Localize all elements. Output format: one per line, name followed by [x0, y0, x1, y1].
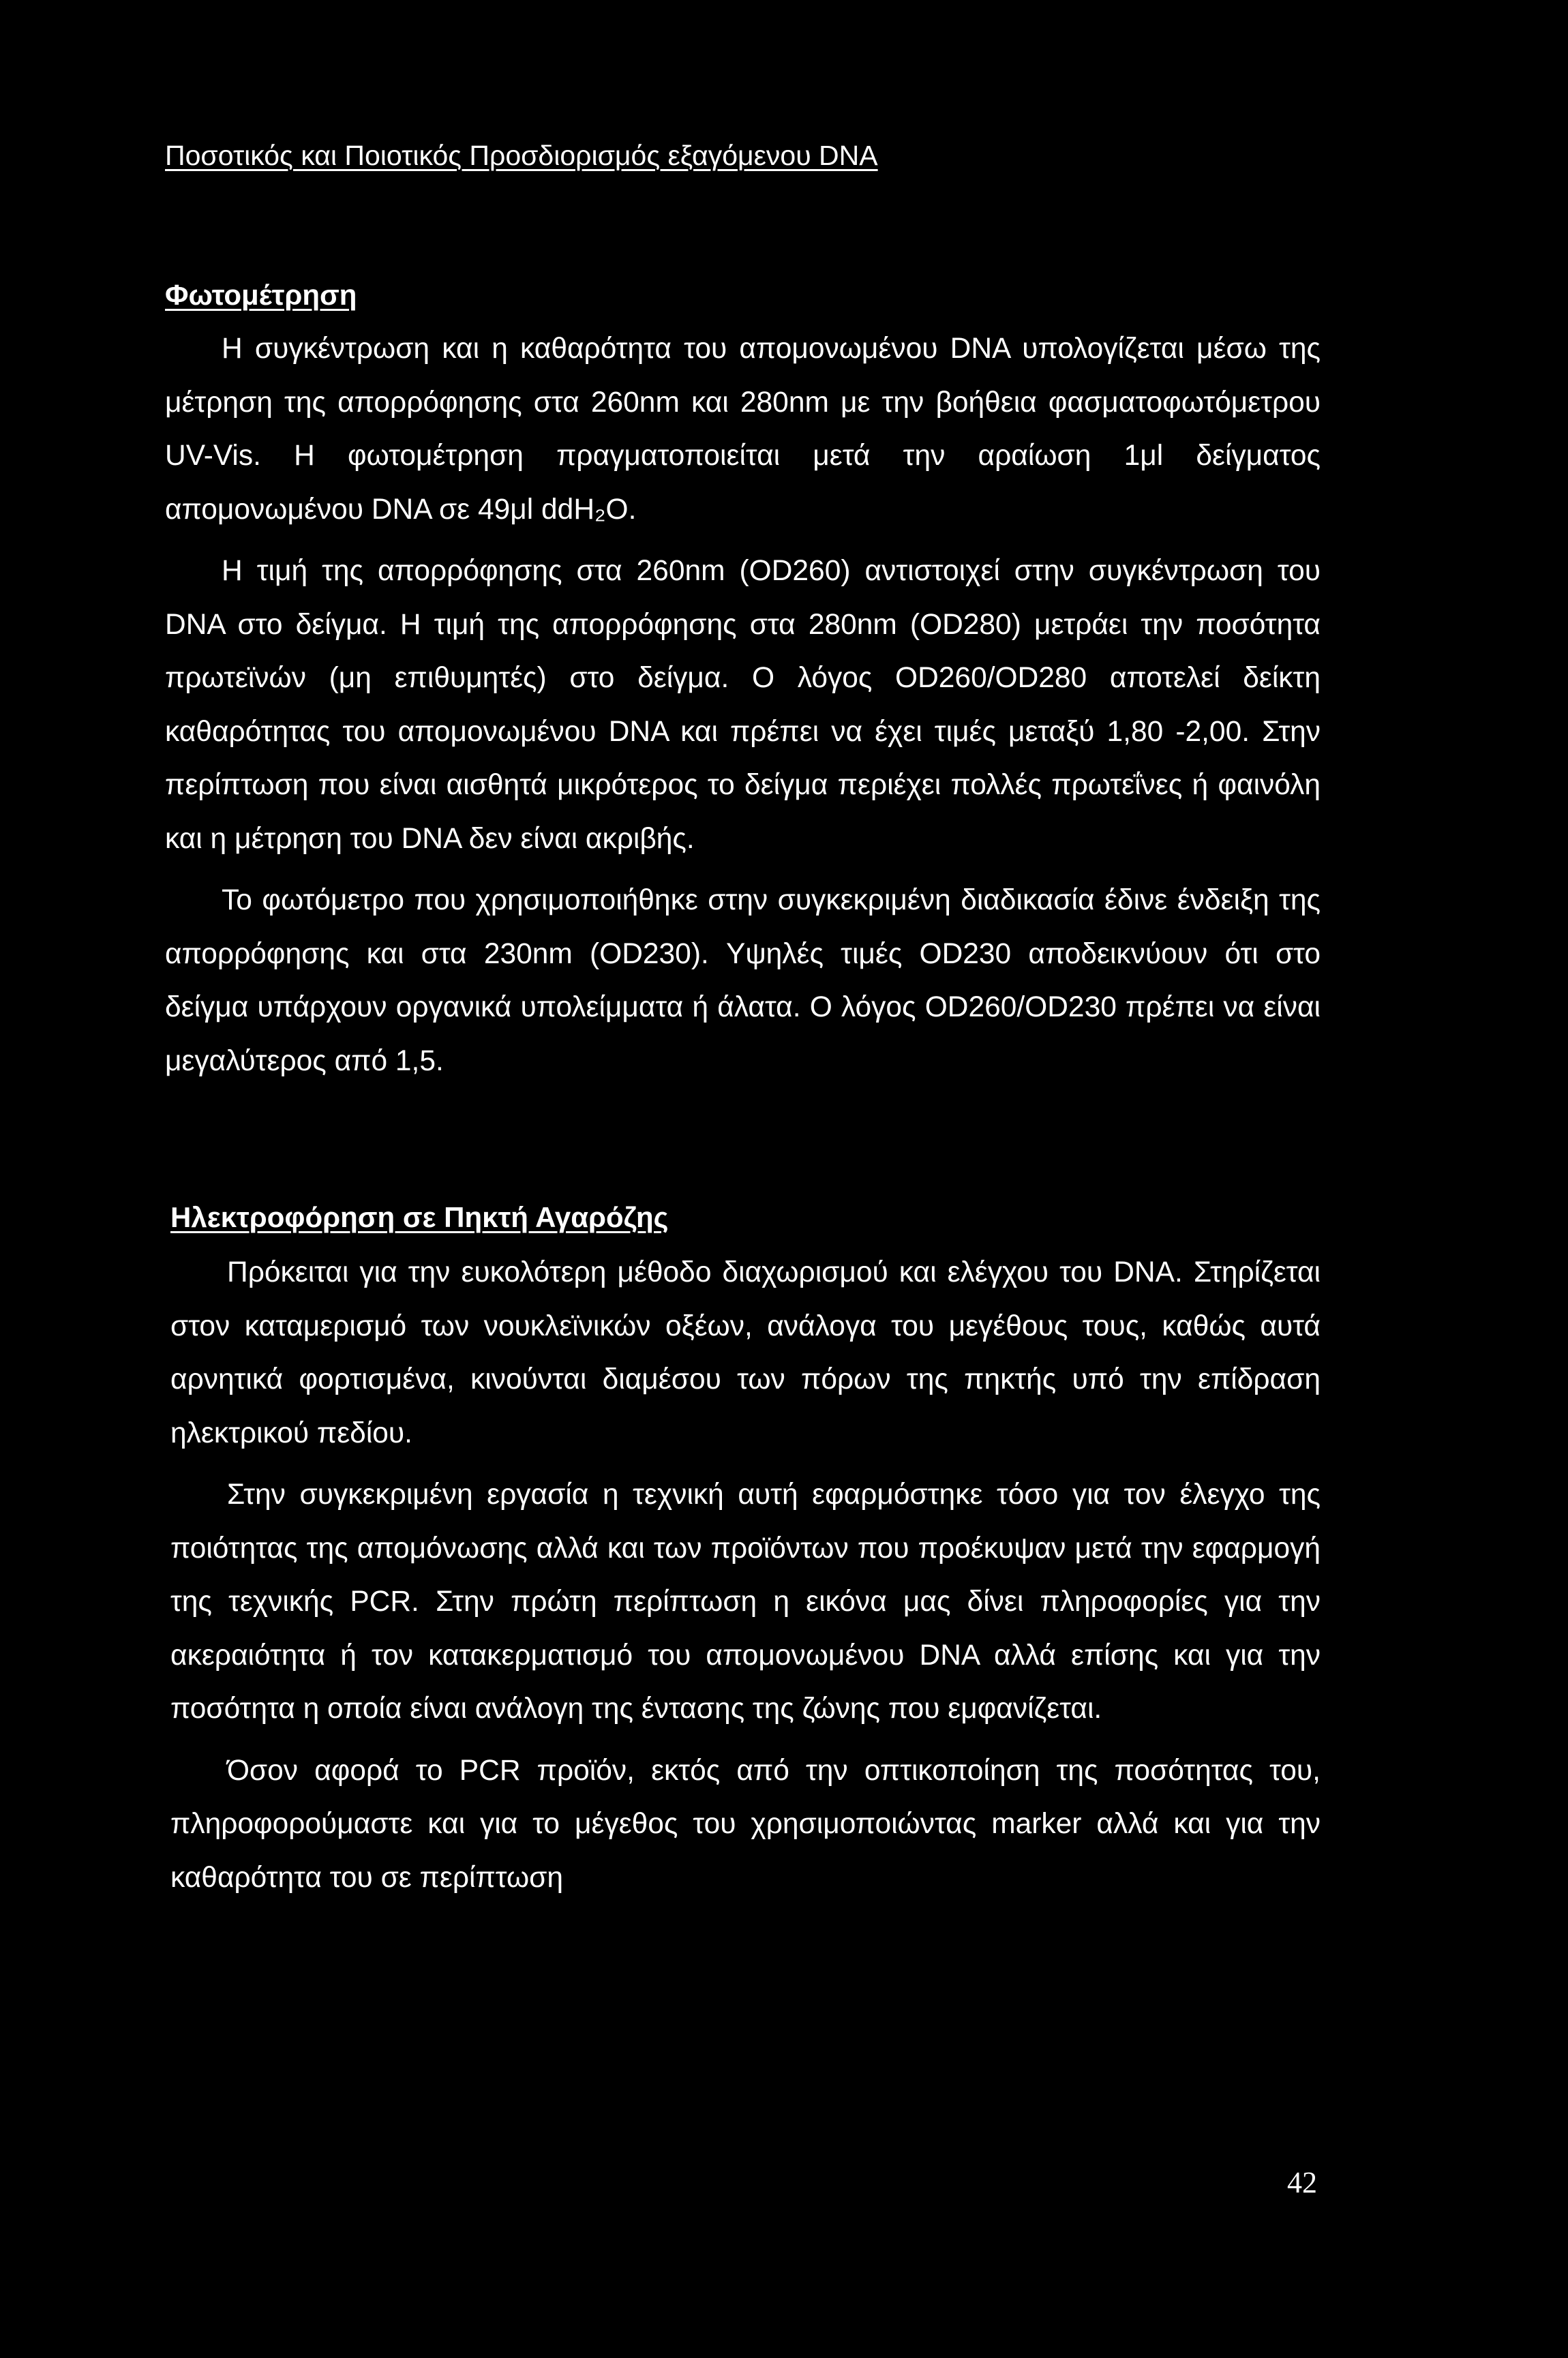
section-photometry	[165, 276, 1321, 1088]
paragraph-photometry-3: Το φωτόμετρο που χρησιμοποιήθηκε στην συγκεκριμένη διαδικασία έδινε ένδειξη της απορρόφησης και στα 230nm (OD230). Υψηλές τιμές OD230 αποδεικνύουν ότι στο δείγμα υπάρχουν οργανικά υπολείμματα ή άλατα. Ο λόγος OD260/OD230 πρέπει να είναι μεγαλύτερος από 1,5.	[165, 884, 1321, 1077]
paragraph-electrophoresis-2: Στην συγκεκριμένη εργασία η τεχνική αυτή εφαρμόστηκε τόσο για τον έλεγχο της ποιότητας της απομόνωσης αλλά και των προϊόντων που προέκυψαν μετά την εφαρμογή της τεχνικής PCR. Στην πρώτη περίπτωση η εικόνα μας δίνει πληροφορίες για την ακεραιότητα ή τον κατακερματισμό του απομονωμένου DNA αλλά επίσης και για την ποσότητα η οποία είναι ανάλογη της έντασης της ζώνης που εμφανίζεται.	[170, 1479, 1321, 1725]
document-title: Ποσοτικός και Ποιοτικός Προσδιορισμός εξαγόμενου DNA	[165, 140, 878, 171]
section-heading-electrophoresis: Ηλεκτροφόρηση σε Πηκτή Αγαρόζης	[170, 1201, 669, 1233]
section-electrophoresis	[165, 1198, 1321, 1905]
paragraph-photometry-2: Η τιμή της απορρόφησης στα 260nm (OD260) αντιστοιχεί στην συγκέντρωση του DNA στο δείγμα. Η τιμή της απορρόφησης στα 280nm (OD280) μετράει την ποσότητα πρωτεϊνών (μη επιθυμητές) στο δείγμα. Ο λόγος OD260/OD280 αποτελεί δείκτη καθαρότητας του απομονωμένου DNA και πρέπει να έχει τιμές μεταξύ 1,80 -2,00. Στην περίπτωση που είναι αισθητά μικρότερος το δείγμα περιέχει πολλές πρωτεΐνες ή φαινόλη και η μέτρηση του DNA δεν είναι ακριβής.	[165, 555, 1321, 855]
section-heading-photometry: Φωτομέτρηση	[165, 279, 357, 311]
document-page	[165, 136, 1321, 1913]
page-number: 42	[1287, 2166, 1317, 2199]
paragraph-photometry-1: Η συγκέντρωση και η καθαρότητα του απομονωμένου DNA υπολογίζεται μέσω της μέτρηση της απορρόφησης στα 260nm και 280nm με την βοήθεια φασματοφωτόμετρου UV-Vis. Η φωτομέτρηση πραγματοποιείται μετά την αραίωση 1μl δείγματος απομονωμένου DNA σε 49μl ddH₂O.	[165, 333, 1321, 526]
paragraph-electrophoresis-3: Όσον αφορά το PCR προϊόν, εκτός από την οπτικοποίηση της ποσότητας του, πληροφορούμαστε και για το μέγεθος του χρησιμοποιώντας marker αλλά και για την καθαρότητα του σε περίπτωση	[170, 1754, 1321, 1894]
paragraph-electrophoresis-1: Πρόκειται για την ευκολότερη μέθοδο διαχωρισμού και ελέγχου του DNA. Στηρίζεται στον καταμερισμό των νουκλεϊνικών οξέων, ανάλογα του μεγέθους τους, καθώς αυτά αρνητικά φορτισμένα, κινούνται διαμέσου των πόρων της πηκτής υπό την επίδραση ηλεκτρικού πεδίου.	[170, 1256, 1321, 1449]
